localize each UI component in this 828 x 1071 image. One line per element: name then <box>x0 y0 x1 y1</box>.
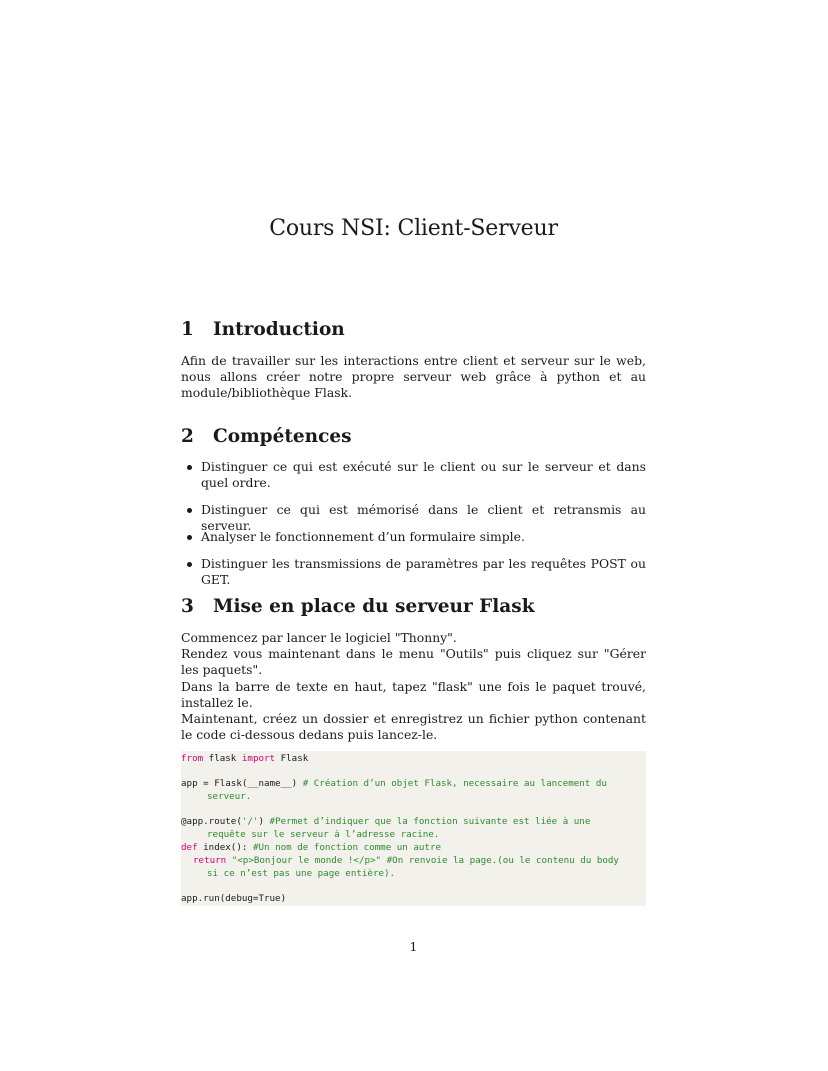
section-heading-flask <box>181 596 535 617</box>
code-line-continuation: serveur. <box>207 791 252 802</box>
flask-instructions <box>181 630 646 743</box>
code-line-continuation: si ce n’est pas une page entière). <box>207 868 396 879</box>
bullet-icon <box>187 508 192 513</box>
list-item: Analyser le fonctionnement d’un formulaire simple. <box>201 529 646 545</box>
list-item: Distinguer ce qui est exécuté sur le client ou sur le serveur et dans quel ordre. <box>201 459 646 491</box>
section-heading-introduction <box>181 319 345 340</box>
section-number: 3 <box>181 596 194 617</box>
paragraph-text: Afin de travailler sur les interactions entre client et serveur sur le web, nous allons créer notre propre serveur web grâce à python et au module/bibliothèque Flask. <box>181 353 646 401</box>
paragraph-text: Rendez vous maintenant dans le menu "Outils" puis cliquez sur "Gérer les paquets". <box>181 646 646 678</box>
page-title: Cours NSI: Client-Serveur <box>269 216 558 241</box>
page-number: 1 <box>409 939 418 954</box>
bullet-icon <box>187 465 192 470</box>
code-line: def index(): #Un nom de fonction comme un autre <box>181 842 442 853</box>
code-line-continuation: requête sur le serveur à l’adresse racine. <box>207 829 440 840</box>
paragraph-text: Commencez par lancer le logiciel "Thonny". <box>181 630 457 645</box>
code-listing <box>181 751 646 906</box>
bullet-icon <box>187 535 192 540</box>
section-number: 1 <box>181 319 194 340</box>
paragraph-text: Maintenant, créez un dossier et enregistrez un fichier python contenant le code ci-dessous dedans puis lancez-le. <box>181 711 646 743</box>
code-line: app.run(debug=True) <box>181 893 287 904</box>
paragraph-text: Dans la barre de texte en haut, tapez "flask" une fois le paquet trouvé, installez le. <box>181 678 646 710</box>
section-heading-competences <box>181 426 352 447</box>
list-item: Distinguer les transmissions de paramètres par les requêtes POST ou GET. <box>201 556 646 588</box>
list-item: Distinguer ce qui est mémorisé dans le client et retransmis au serveur. <box>201 502 646 534</box>
code-line: @app.route('/') #Permet d’indiquer que la fonction suivante est liée à une <box>181 816 591 827</box>
introduction-paragraph <box>181 353 646 402</box>
code-line: app = Flask(__name__) # Création d’un objet Flask, necessaire au lancement du <box>181 778 607 789</box>
section-title: Mise en place du serveur Flask <box>213 596 535 617</box>
code-line: from flask import Flask <box>181 753 309 764</box>
section-title: Introduction <box>213 319 345 340</box>
section-number: 2 <box>181 426 194 447</box>
bullet-icon <box>187 562 192 567</box>
code-line: return "<p>Bonjour le monde !</p>" #On renvoie la page.(ou le contenu du body <box>193 855 619 866</box>
section-title: Compétences <box>213 426 352 447</box>
